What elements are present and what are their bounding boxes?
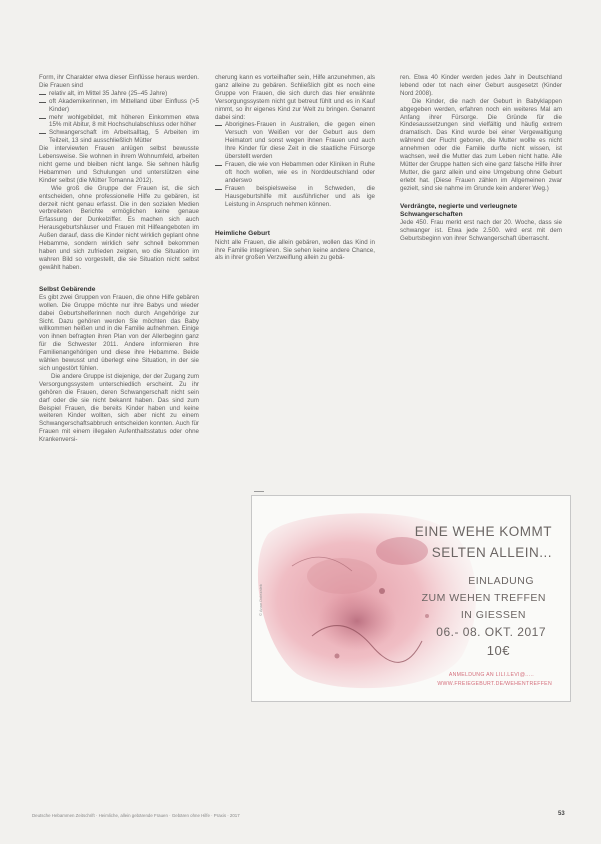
col1-paragraph: Wie groß die Gruppe der Frauen ist, die sich entscheiden, ohne professionelle Hilfe zu gebären, ist derzeit nicht genau erfasst. Die in den sozialen Medien verbreiteten Berichte ermöglichen keine genaue Erfassung der Dunkelziffer. Es machen sich auch Herausgeburtshäuser und Frauen mit Hilfeangeboten im Außen darauf, dass die Kinder nicht wirklich geplant ohne Hebamme, sondern wirklich sehr schnell bekommen haben und sich zufrieden zeigten, wo die Situation im wahren Bild so vorgestellt, die sie Situation nicht selbst gewählt haben.	[39, 184, 199, 271]
ad-invite-line-1: EINLADUNG	[468, 575, 534, 587]
col1-bullet: oft Akademikerinnen, im Mittelland über Einfluss (>5 Kinder)	[39, 98, 199, 114]
ad-price: 10€	[486, 643, 510, 658]
ad-title-line-2: SELTEN ALLEIN...	[431, 545, 552, 560]
col1-bullet: relativ alt, im Mittel 35 Jahre (25–45 Jahre)	[39, 90, 199, 98]
ad-event-dates: 06.- 08. OKT. 2017	[436, 625, 546, 639]
section-heading-verdraengte-schwangerschaften: Verdrängte, negierte und verleugnete Schwangerschaften	[400, 202, 518, 218]
col1-paragraph: Die interviewten Frauen anlügen selbst bewusste Lebensweise. Sie wohnen in ihrem Wohnumfeld, arbeiten nicht gerne und bleiben nicht lange. Sie sehnen häufig Hebammen und Schulungen und unterstützen eine Kinder selbst (die Mütter Tomanna 2012).	[39, 145, 199, 184]
page-footer: Deutsche Hebammen Zeitschrift · Heimliche, allein gebärende Frauen · Gebären ohne Hilfe · Praxis · 2017	[32, 813, 240, 818]
event-advertisement	[251, 495, 571, 702]
col1-paragraph: Es gibt zwei Gruppen von Frauen, die ohne Hilfe gebären wollen. Die Gruppe möchte nur ihre Babys und wieder dabei Geburtshelferinnen noch durch Angehörige zur Sicht. Dazu gehören werden Sie möchten das Baby willkommen heißen und in die Familie aufnehmen. Einige von ihnen befragten ihren Plan von der Allerbeginn ganz für die Schwester 2011. Andere informieren ihre Familienangehörigen und diese ihre Hebamme. Beide wählen bewusst und überlegt eine Situation, in der sie sich ungestört fühlen.	[39, 293, 199, 373]
col2-paragraph: cherung kann es vorteilhafter sein, Hilfe anzunehmen, als ganz alleine zu gebären. Schließlich gibt es noch eine Gruppe von Frauen, die sich durch das hier erwähnte Versorgungssystem nicht gut betreut fühlt und es in Kauf nimmt, so ihr eigenes Kind zur Welt zu bringen. Genannt dabei sind:	[215, 74, 375, 121]
art-credit: © Anne Dolezalek	[258, 584, 263, 616]
ad-contact-website[interactable]: WWW.FREIEGEBURT.DE/WEHENTREFFEN	[437, 681, 552, 687]
column-1	[39, 74, 199, 444]
column-2	[215, 74, 375, 262]
col2-bullet: Frauen beispielsweise in Schweden, die Hausgeburtshilfe mit ausführlicher und als ige Leistung in Anspruch nehmen können.	[215, 185, 375, 209]
col3-paragraph: ren. Etwa 40 Kinder werden jedes Jahr in Deutschland lebend oder tot nach einer Geburt ausgesetzt (Kinder Nord 2008).	[400, 74, 562, 97]
ad-title-line-1: EINE WEHE KOMMT	[414, 524, 552, 539]
col1-bullet: Schwangerschaft im Arbeitsalltag, 5 Arbeiten im Teilzeit, 13 sind ausschließlich Mütter	[39, 129, 199, 145]
col3-paragraph: Die Kinder, die nach der Geburt in Babyklappen abgegeben werden, erfahren noch ein weiteres Mal am Anfang ihrer Fürsorge. Die Gründe für die Kindesaussetzungen sind vielfältig und häufig extrem dramatisch. Das Kind wurde bei einer Vergewaltigung während der Flucht geboren, die Mutter wollte es nicht annehmen oder die Familie durfte nicht wissen, ist wachsen, weil die Mutter das zum Leben nicht hatte. Alle Mütter der Gruppe hatten sich eine ganz falsche Hilfe ihrer Mutter, die ganz allein und eine Umgebung ohne Geburt erlebt hat. (Diese Frauen zählen im Allgemeinen zwar gezielt, sind sie nahme im Grunde kein anderer Weg.)	[400, 97, 562, 192]
column-3	[400, 74, 562, 243]
col1-paragraph: Die andere Gruppe ist diejenige, der der Zugang zum Versorgungssystem unterschiedlich erscheint. Zu ihr gehören die Frauen, deren Schwangerschaft nicht sein darf oder die sie nicht bekannt haben. Das sind zum Beispiel Frauen, die bereits Kinder haben und keine weiteren Kinder wollten, sich aber nicht zu einem Schwangerschaftsabbruch entscheiden konnten. Auch für Frauen mit einem illegalen Aufenthaltsstatus oder ohne Krankenversi-	[39, 372, 199, 444]
col2-paragraph: Nicht alle Frauen, die allein gebären, wollen das Kind in ihre Familie integrieren. Sie sehen keine andere Chance, als in ihrer großen Verzweiflung allein zu gebä-	[215, 238, 375, 262]
section-heading-selbst-gebaerende: Selbst Gebärende	[39, 285, 96, 293]
col2-bullet: Aborigines-Frauen in Australien, die gegen einen Versuch von Weißen vor der Geburt aus dem Heimatort und sonst wegen ihnen Frauen und auch Ihre Kinder für diese Zeit in die staatliche Fürsorge überstellt werden	[215, 121, 375, 161]
ad-invite-line-3: IN GIESSEN	[460, 609, 526, 621]
page-number: 53	[558, 811, 565, 817]
col1-bullet: mehr wohlgebildet, mit höheren Einkommen etwa 15% mit Abitur, 8 mit Hochschulabschluss oder höher	[39, 114, 199, 130]
ad-divider	[254, 491, 264, 492]
col1-intro: Form, ihr Charakter etwa dieser Einflüsse heraus werden. Die Frauen sind	[39, 74, 199, 89]
col3-paragraph: Jede 450. Frau merkt erst nach der 20. Woche, dass sie schwanger ist. Etwa jede 2.500. wird erst mit dem Geburtsbeginn von ihrer Schwangerschaft überrascht.	[400, 219, 562, 242]
section-heading-heimliche-geburt: Heimliche Geburt	[215, 230, 270, 238]
ad-invite-line-2: ZUM WEHEN TREFFEN	[421, 592, 546, 604]
col2-bullet: Frauen, die wie von Hebammen oder Kliniken in Ruhe oft hoch wollen, wie es in Norddeutschland oder anderswo	[215, 161, 375, 185]
ad-contact-email[interactable]: ANMELDUNG AN LILI.LEVI@.....	[448, 672, 534, 678]
